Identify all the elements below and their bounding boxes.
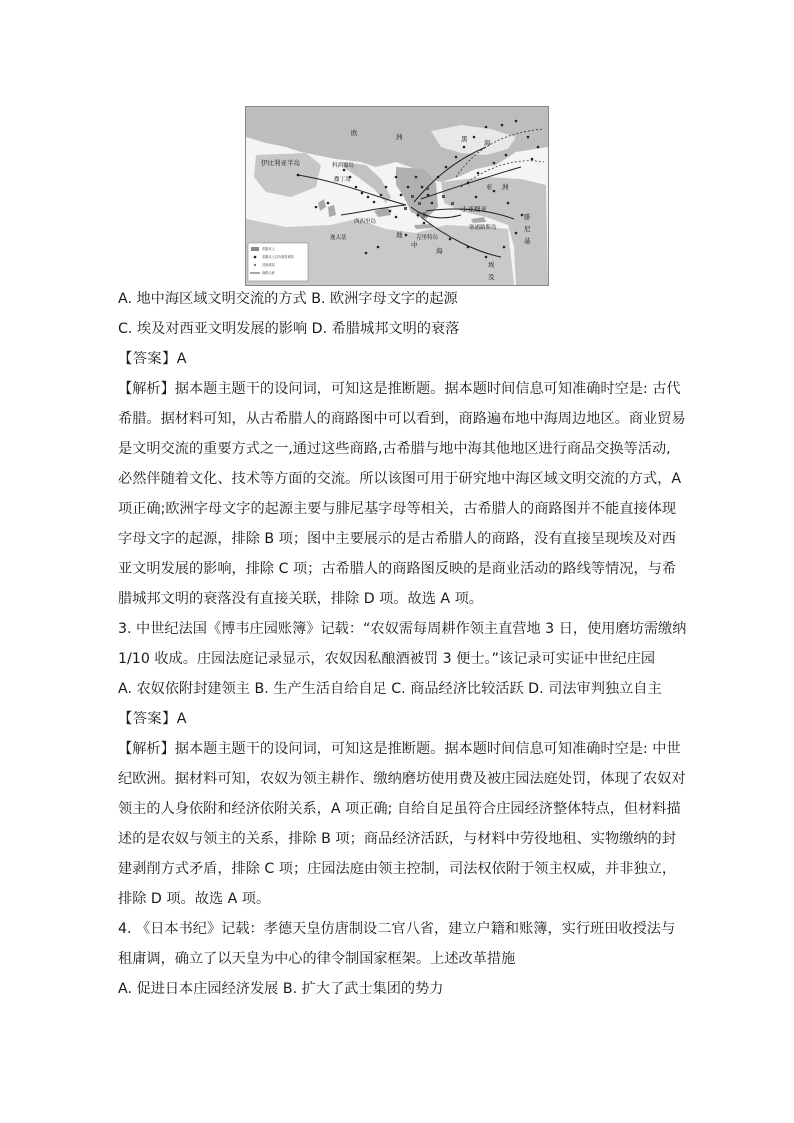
q2-analysis-line-3: 是文明交流的重要方式之一,通过这些商路,古希腊与地中海其他地区进行商品交换等活动, (118, 441, 671, 457)
map-label-black-a: 黑 (461, 135, 468, 143)
q3-analysis-line-6: 排除 D 项。故选 A 项。 (118, 891, 271, 907)
q2-options-line-1: A. 地中海区域文明交流的方式 B. 欧洲字母文字的起源 (118, 291, 458, 307)
legend-item-0: 希腊本土 (262, 247, 275, 251)
document-body (118, 284, 687, 1004)
map-label-cyprus: 塞浦路斯岛 (469, 225, 497, 231)
q2-analysis-line-2: 希腊。据材料可知，从古希腊人的商路图中可以看到，商路遍布地中海周边地区。商业贸易 (118, 411, 686, 427)
map-label-asia-b: 洲 (502, 183, 509, 191)
legend-item-1: 希腊本土以外重要城邦 (262, 255, 294, 259)
q3-analysis-line-3: 领主的人身依附和经济依附关系，A 项正确; 自给自足虽符合庄园经济整体特点，但材料描 (118, 801, 681, 817)
q3-analysis-line-1: 【解析】据本题主题干的设问词，可知这是推断题。据本题时间信息可知准确时空是: 中世 (118, 741, 681, 757)
map-legend (248, 243, 308, 281)
q3-analysis-line-5: 建剥削方式矛盾，排除 C 项；庄园法庭由领主控制，司法权依附于领主权威，并非独立， (118, 861, 677, 877)
q2-analysis-line-1: 【解析】据本题主题干的设问词，可知这是推断题。据本题时间信息可知准确时空是: 古代 (118, 381, 681, 397)
q4-options-line-1: A. 促进日本庄园经济发展 B. 扩大了武士集团的势力 (118, 981, 444, 997)
q3-answer: 【答案】A (118, 711, 187, 727)
map-label-sea-b: 中 (411, 241, 418, 249)
map-label-egypt-b: 及 (488, 273, 495, 281)
q4-stem-line-1: 4. 《日本书纪》记载：孝德天皇仿唐制设二官八省，建立户籍和账簿，实行班田收授法与 (118, 921, 676, 937)
map-label-sea-a: 地 (396, 231, 403, 239)
map-label-crete: 克里特岛 (416, 235, 439, 241)
map-label-europe-b: 洲 (396, 133, 403, 141)
map-label-sea-c: 海 (436, 247, 443, 255)
map-label-phoenicia-b: 尼 (524, 225, 531, 233)
map-label-sicily: 西西里岛 (354, 219, 377, 225)
map-label-phoenicia-a: 腓 (524, 213, 531, 221)
map-label-corsica: 科西嘉岛 (332, 163, 355, 169)
map-label-asia-a: 亚 (486, 183, 493, 191)
q3-stem-line-1: 3. 中世纪法国《博韦庄园账簿》记载：“农奴需每周耕作领主直营地 3 日，使用磨坊需缴纳 (118, 621, 687, 637)
greek-trade-routes-map (245, 106, 549, 286)
map-label-iberia: 伊比利亚半岛 (261, 159, 300, 167)
legend-item-2: 其他城邦 (262, 263, 275, 267)
map-label-asia-minor: 小亚细亚 (461, 205, 487, 213)
q2-analysis-line-6: 字母文字的起源，排除 B 项；图中主要展示的是古希腊人的商路，没有直接呈现埃及对西 (118, 531, 676, 547)
q3-stem-line-2: 1/10 收成。庄园法庭记录显示，农奴因私酿酒被罚 3 便士。”该记录可实证中世纪庄园 (118, 651, 656, 667)
map-label-greece: 希腊 (416, 213, 428, 219)
q2-analysis-line-8: 腊城邦文明的衰落没有直接关联，排除 D 项。故选 A 项。 (118, 591, 483, 607)
map-label-black-b: 海 (484, 139, 491, 147)
map-label-egypt-a: 埃 (488, 261, 495, 269)
q2-analysis-line-4: 必然伴随着文化、技术等方面的交流。所以该图可用于研究地中海区域文明交流的方式，A (118, 471, 682, 487)
q3-analysis-line-4: 述的是农奴与领主的关系，排除 B 项；商品经济活跃，与材料中劳役地租、实物缴纳的封 (118, 831, 676, 847)
q2-analysis-line-7: 亚文明发展的影响，排除 C 项；古希腊人的商路图反映的是商业活动的路线等情况，与希 (118, 561, 677, 577)
map-label-carthage: 迦太基 (330, 235, 347, 241)
map-label-phoenicia-c: 基 (524, 237, 531, 245)
legend-item-3: 商路示意 (262, 271, 275, 275)
q3-options: A. 农奴依附封建领主 B. 生产生活自给自足 C. 商品经济比较活跃 D. 司法审判独立自主 (118, 681, 662, 697)
map-label-europe-a: 欧 (351, 129, 358, 137)
q2-analysis-line-5: 项正确;欧洲字母文字的起源主要与腓尼基字母等相关，古希腊人的商路图并不能直接体现 (118, 501, 677, 517)
q2-answer: 【答案】A (118, 351, 187, 367)
map-label-sardinia: 撒丁岛 (334, 177, 351, 183)
q3-analysis-line-2: 纪欧洲。据材料可知，农奴为领主耕作、缴纳磨坊使用费及被庄园法庭处罚，体现了农奴对 (118, 771, 686, 787)
q4-stem-line-2: 租庸调，确立了以天皇为中心的律令制国家框架。上述改革措施 (118, 951, 516, 967)
q2-options-line-2: C. 埃及对西亚文明发展的影响 D. 希腊城邦文明的衰落 (118, 321, 460, 337)
